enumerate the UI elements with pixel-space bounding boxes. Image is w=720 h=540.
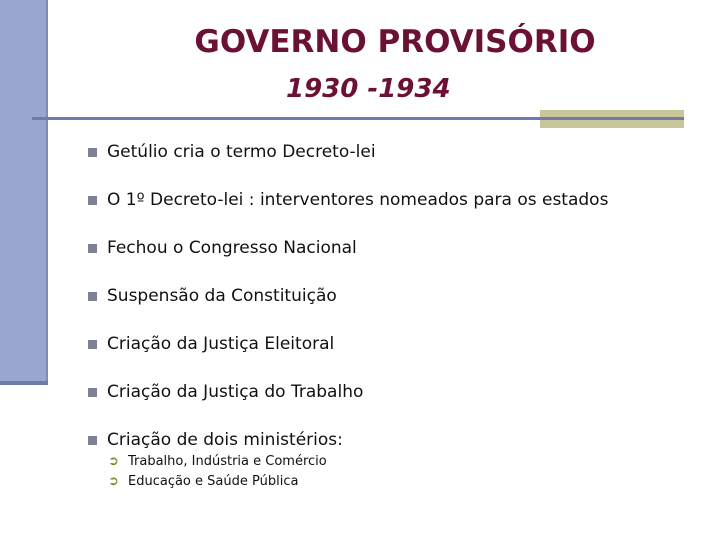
bullet-item <box>88 140 608 188</box>
square-bullet-icon <box>88 196 97 205</box>
sub-bullet-item <box>108 452 327 472</box>
left-bar-edge <box>46 0 48 385</box>
bullet-text: O 1º Decreto-lei : interventores nomeados para os estados <box>107 190 609 210</box>
bullet-item <box>88 332 608 380</box>
bullet-item <box>88 284 608 332</box>
sub-bullet-list <box>108 452 327 492</box>
slide-subtitle: 1930 -1934 <box>286 74 451 104</box>
square-bullet-icon <box>88 244 97 253</box>
bullet-list <box>88 140 608 476</box>
sub-bullet-text: Trabalho, Indústria e Comércio <box>128 454 327 469</box>
left-bar-shadow <box>0 381 48 385</box>
square-bullet-icon <box>88 148 97 157</box>
square-bullet-icon <box>88 340 97 349</box>
square-bullet-icon <box>88 388 97 397</box>
bullet-item <box>88 188 608 236</box>
curved-arrow-icon: ➲ <box>108 454 119 469</box>
bullet-item <box>88 380 608 428</box>
slide-title: GOVERNO PROVISÓRIO <box>194 24 596 60</box>
bullet-text: Criação de dois ministérios: <box>107 430 343 450</box>
bullet-text: Fechou o Congresso Nacional <box>107 238 357 258</box>
square-bullet-icon <box>88 292 97 301</box>
bullet-text: Criação da Justiça do Trabalho <box>107 382 364 402</box>
curved-arrow-icon: ➲ <box>108 474 119 489</box>
bullet-text: Criação da Justiça Eleitoral <box>107 334 335 354</box>
square-bullet-icon <box>88 436 97 445</box>
bullet-item <box>88 236 608 284</box>
bullet-text: Getúlio cria o termo Decreto-lei <box>107 142 376 162</box>
sub-bullet-text: Educação e Saúde Pública <box>128 474 299 489</box>
bullet-text: Suspensão da Constituição <box>107 286 337 306</box>
sub-bullet-item <box>108 472 327 492</box>
left-decorative-bar <box>0 0 46 381</box>
title-rule-line <box>32 117 684 120</box>
